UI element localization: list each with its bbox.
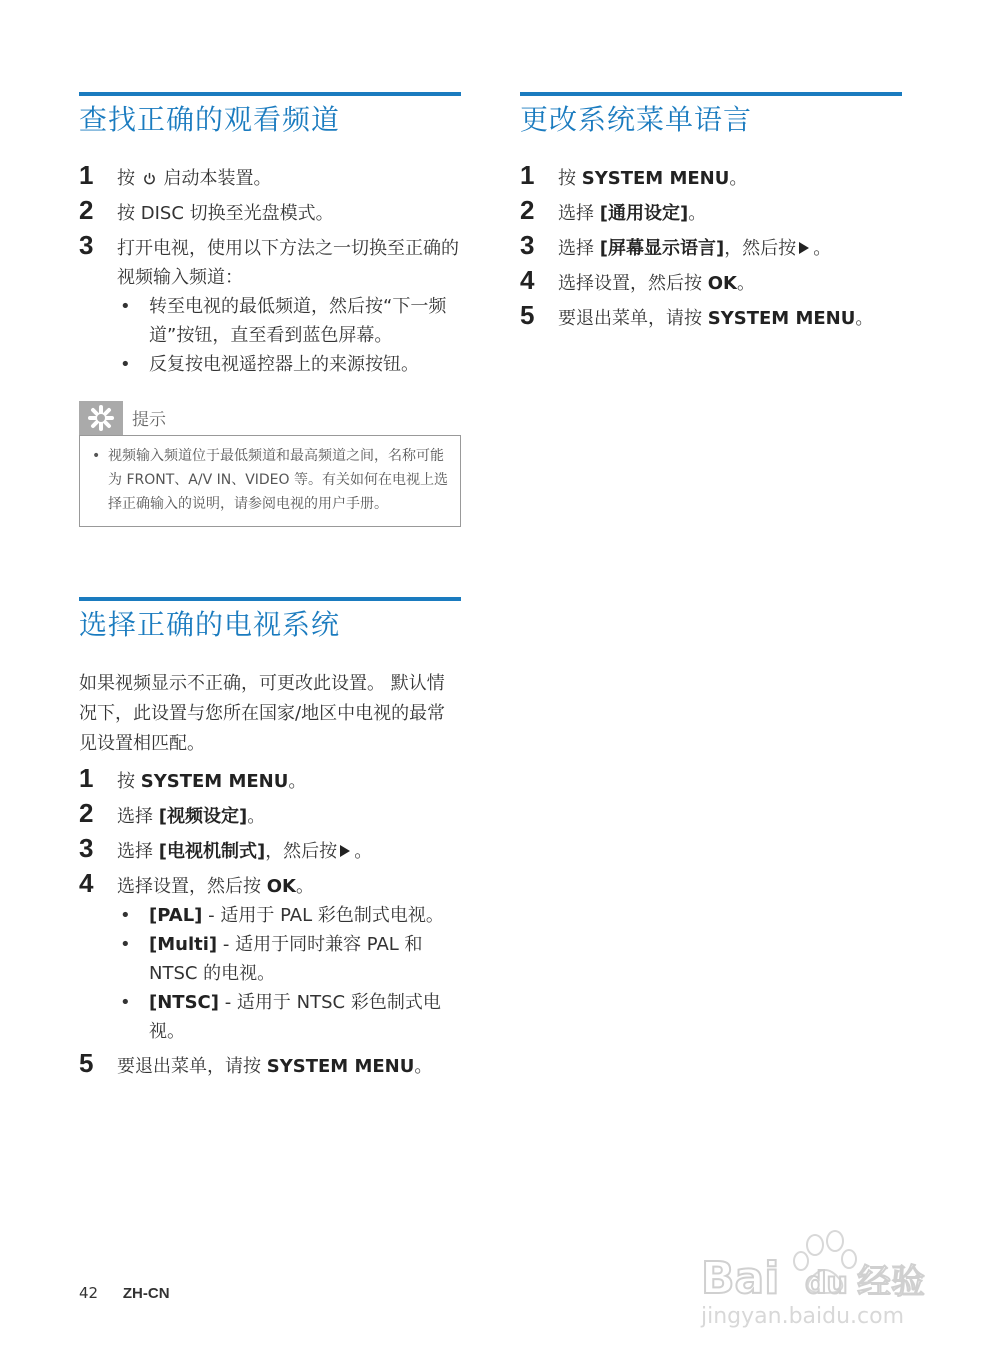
step-text-after: 启动本装置。 [163, 168, 272, 189]
step-text: 要退出菜单，请按 [558, 308, 708, 329]
section-header [520, 92, 902, 138]
step-1 [79, 763, 461, 796]
step-keyword: SYSTEM MENU [140, 771, 289, 792]
section-tv-system [79, 597, 461, 1081]
bullet-text: 转至电视的最低频道，然后按“下一频道”按钮，直至看到蓝色屏幕。 [149, 296, 447, 346]
step-number: 1 [520, 160, 535, 190]
step-text: 选择设置，然后按 [117, 876, 267, 897]
step-3 [79, 833, 461, 866]
step-keyword: OK [707, 273, 737, 294]
section-header [79, 597, 461, 643]
language-code: ZH-CN [122, 1285, 170, 1302]
step-text: 打开电视，使用以下方法之一切换至正确的视频输入频道： [117, 238, 459, 288]
bullet-item: • 转至电视的最低频道，然后按“下一频道”按钮，直至看到蓝色屏幕。 [120, 296, 447, 346]
step-text: 按 DISC 切换至光盘模式。 [117, 203, 334, 224]
bullet-item: • [NTSC] - 适用于 NTSC 彩色制式电视。 [120, 992, 441, 1042]
step-text: 要退出菜单，请按 [117, 1056, 267, 1077]
step-number: 1 [79, 763, 94, 793]
step-keyword: SYSTEM MENU [581, 168, 730, 189]
step-keyword: [通用设定] [599, 203, 689, 224]
step-number: 2 [79, 798, 94, 828]
svg-text:Bai: Bai [701, 1253, 780, 1304]
step-number: 2 [79, 195, 94, 225]
step-keyword: SYSTEM MENU [266, 1056, 415, 1077]
step-keyword: SYSTEM MENU [707, 308, 856, 329]
option-text: - 适用于同时兼容 PAL 和 NTSC 的电视。 [149, 934, 423, 984]
step-4 [520, 265, 902, 298]
step-3 [79, 230, 461, 379]
step-3 [520, 230, 902, 263]
tip-icon [79, 401, 123, 435]
bullet-list [117, 292, 461, 379]
play-icon [340, 845, 350, 857]
step-text: 按 [558, 168, 582, 189]
step-text: 。 [813, 238, 832, 259]
step-1 [79, 160, 461, 193]
step-text: 。 [288, 771, 307, 792]
step-keyword: OK [266, 876, 296, 897]
step-text: 选择设置，然后按 [558, 273, 708, 294]
step-list [79, 160, 461, 379]
step-text: 。 [736, 273, 755, 294]
step-2 [79, 195, 461, 228]
section-header [79, 92, 461, 138]
baidu-watermark-logo [697, 1225, 937, 1335]
step-text: 选择 [117, 841, 159, 862]
tip-item: • 视频输入频道位于最低频道和最高频道之间，名称可能为 FRONT、A/V IN、VIDEO 等。有关如何在电视上选择正确输入的说明，请参阅电视的用户手册。 [92, 448, 448, 512]
step-1 [520, 160, 902, 193]
bullet-item: • [PAL] - 适用于 PAL 彩色制式电视。 [120, 905, 444, 926]
step-number: 3 [79, 230, 94, 260]
step-4 [79, 868, 461, 1046]
step-text: ，然后按 [265, 841, 338, 862]
step-text: 。 [414, 1056, 433, 1077]
left-column [79, 92, 461, 1087]
step-text: 按 [117, 771, 141, 792]
tip-text: 视频输入频道位于最低频道和最高频道之间，名称可能为 FRONT、A/V IN、VIDEO 等。有关如何在电视上选择正确输入的说明，请参阅电视的用户手册。 [108, 448, 448, 512]
step-text: 。 [688, 203, 707, 224]
option-keyword: [Multi] [149, 934, 218, 955]
tip-header [79, 401, 461, 435]
step-number: 4 [79, 868, 94, 898]
step-keyword: [视频设定] [158, 806, 248, 827]
step-number: 3 [520, 230, 535, 260]
right-column [520, 92, 902, 339]
step-list [520, 160, 902, 333]
step-text: 。 [729, 168, 748, 189]
step-text-before: 按 [117, 168, 135, 189]
intro-paragraph: 如果视频显示不正确，可更改此设置。 默认情况下，此设置与您所在国家/地区中电视的最常见设置相匹配。 [79, 673, 446, 754]
svg-text:经验: 经验 [857, 1262, 925, 1302]
step-list [79, 763, 461, 1081]
step-number: 5 [520, 300, 535, 330]
option-keyword: [NTSC] [149, 992, 219, 1013]
step-5 [79, 1048, 461, 1081]
power-icon [143, 172, 156, 185]
step-number: 4 [520, 265, 535, 295]
step-text: 选择 [558, 203, 600, 224]
option-keyword: [PAL] [149, 905, 203, 926]
step-number: 1 [79, 160, 94, 190]
step-keyword: [电视机制式] [158, 841, 266, 862]
step-number: 5 [79, 1048, 94, 1078]
page-footer [79, 1284, 170, 1302]
step-text: 选择 [558, 238, 600, 259]
svg-text:jingyan.baidu.com: jingyan.baidu.com [701, 1304, 905, 1329]
step-2 [79, 798, 461, 831]
bullet-item: • 反复按电视遥控器上的来源按钮。 [120, 354, 419, 375]
step-2 [520, 195, 902, 228]
step-number: 2 [520, 195, 535, 225]
step-text: 。 [354, 841, 373, 862]
step-text: 选择 [117, 806, 159, 827]
step-text: ，然后按 [724, 238, 797, 259]
section-title: 选择正确的电视系统 [79, 608, 341, 641]
bullet-text: 反复按电视遥控器上的来源按钮。 [149, 354, 419, 375]
step-text: 。 [247, 806, 266, 827]
page-number: 42 [79, 1284, 99, 1302]
step-keyword: [屏幕显示语言] [599, 238, 725, 259]
bullet-item: • [Multi] - 适用于同时兼容 PAL 和 NTSC 的电视。 [120, 934, 423, 984]
section-title: 更改系统菜单语言 [520, 103, 753, 136]
step-text: 。 [295, 876, 314, 897]
section-title: 查找正确的观看频道 [79, 103, 341, 136]
tip-box [79, 435, 461, 527]
option-text: - 适用于 NTSC 彩色制式电视。 [149, 992, 441, 1042]
play-icon [799, 242, 809, 254]
bullet-list [117, 901, 461, 1046]
step-number: 3 [79, 833, 94, 863]
section-find-channel [79, 92, 461, 527]
step-5 [520, 300, 902, 333]
svg-text:du: du [805, 1266, 848, 1301]
tip-label: 提示 [132, 410, 166, 430]
step-text: 。 [855, 308, 874, 329]
option-text: - 适用于 PAL 彩色制式电视。 [202, 905, 444, 926]
section-menu-language [520, 92, 902, 333]
